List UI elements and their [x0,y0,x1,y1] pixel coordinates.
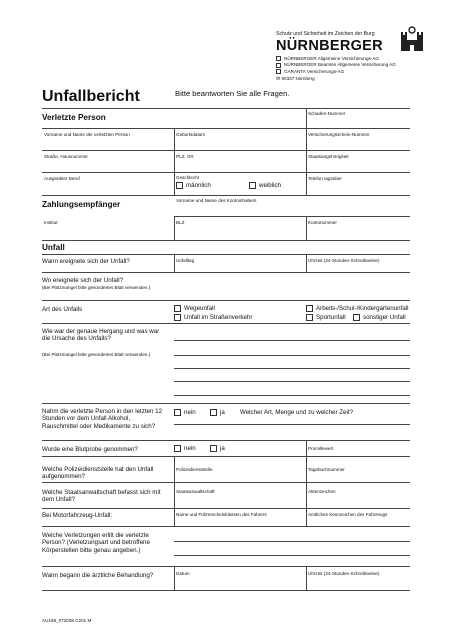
checkbox-blut-ja[interactable] [210,445,217,452]
checkbox-blut-nein[interactable] [174,445,181,452]
checkbox-maennlich[interactable] [176,182,183,189]
address: 90337 Nürnberg [281,76,315,82]
company-checkbox[interactable] [276,69,281,74]
field-schadennummer[interactable]: Schaden-Nummer [308,111,346,116]
checkbox-arbeit[interactable] [306,305,313,312]
field-geburtsdatum[interactable]: Geburtsdatum [176,132,206,137]
q-wo-note: (Bei Platzmangel bitte gesondertes Blatt verwenden.) [42,285,151,290]
q-welcher: Welcher Art, Menge und zu welcher Zeit? [240,409,354,416]
option-maennlich[interactable]: männlich [176,182,211,190]
q-behandlung: Wann begann die ärztliche Behandlung? [42,572,154,579]
q-polizei: Welche Polizeidienststelle hat den Unfall aufgenommen? [42,466,154,481]
option-blut-ja[interactable]: ja [210,445,225,453]
field-vsnr[interactable]: Versicherungsschein-Nummer [308,132,370,137]
checkbox-alkohol-nein[interactable] [174,409,181,416]
checkbox-sonstiger[interactable] [353,314,360,321]
option-sonstiger[interactable]: sonstiger Unfall [353,314,406,322]
option-weiblich[interactable]: weiblich [249,182,281,190]
field-plz[interactable]: PLZ, Ort [176,154,194,159]
section-accident: Unfall [42,243,65,252]
q-blut: Wurde eine Blutprobe genommen? [42,446,138,453]
field-strasse[interactable]: Straße, Hausnummer [44,154,88,159]
q-staatsanw: Welche Staatsanwaltschaft befasst sich mit dem Unfall? [42,489,161,504]
field-uhrzeit-behandlung[interactable]: Uhrzeit (24-Stunden-Schreibweise) [308,571,380,576]
company-3: GARANTA Versicherungs-AG [284,68,345,74]
q-alkohol: Nahm die verletzte Person in den letzten 12 Stunden vor dem Unfall Alkohol, Rauschmittel oder Medikamente zu sich? [42,408,163,430]
field-beruf[interactable]: Ausgeübter Beruf [44,176,80,181]
option-arbeit[interactable]: Arbeits-/Schul-/Kindergartenunfall [306,305,409,313]
checkbox-strassenverkehr[interactable] [174,314,181,321]
label-geschlecht: Geschlecht [176,175,199,180]
section-person: Verletzte Person [42,113,106,122]
field-kontoinhaber[interactable]: Vorname und Name des Kontoinhabers [176,198,257,203]
field-kontonummer[interactable]: Kontonummer [308,220,337,225]
option-strassenverkehr[interactable]: Unfall im Straßenverkehr [174,314,252,322]
company-list [276,56,396,83]
page-title: Unfallbericht [42,88,140,105]
checkbox-weiblich[interactable] [249,182,256,189]
q-wo: Wo ereignete sich der Unfall? [42,277,124,284]
brand-logo: NÜRNBERGER [276,38,383,54]
company-2: NÜRNBERGER Beamten Allgemeine Versicherung AG [284,62,396,68]
field-telefon[interactable]: Telefon tagsüber [308,176,342,181]
field-unfalltag[interactable]: Unfalltag [176,258,195,263]
checkbox-wegeunfall[interactable] [174,305,181,312]
field-datum[interactable]: Datum [176,571,190,576]
q-art: Art des Unfalls [42,306,83,313]
q-wann: Wann ereignete sich der Unfall? [42,258,130,265]
instruction: Bitte beantworten Sie alle Fragen. [175,89,290,98]
field-kennzeichen[interactable]: Amtliches Kennzeichen des Fahrzeugs [308,512,388,517]
field-institut[interactable]: Institut [44,220,58,225]
q-hergang-note: (Bei Platzmangel bitte gesondertes Blatt verwenden.) [42,352,151,357]
option-alkohol-ja[interactable]: ja [210,409,225,417]
option-alkohol-nein[interactable]: nein [174,409,196,417]
section-payee: Zahlungsempfänger [42,200,121,209]
q-hergang: Wie war der genaue Hergang und was war die Ursache des Unfalls? [42,328,160,343]
field-tagebuch[interactable]: Tagebuchnummer [308,467,345,472]
field-fahrer[interactable]: Name und Führerscheinklassen des Fahrers [176,512,267,517]
mail-icon: ✉ [276,76,281,83]
company-1: NÜRNBERGER Allgemeine Versicherungs-AG [284,56,379,61]
q-verletzungen: Welche Verletzungen erlitt die verletzte Person? (Verletzungsart und betroffene Körperstellen bitte genau angeben.) [42,532,150,554]
checkbox-alkohol-ja[interactable] [210,409,217,416]
field-blz[interactable]: BLZ [176,220,185,225]
field-uhrzeit[interactable]: Uhrzeit (24-Stunden-Schreibweise) [308,258,380,263]
field-staatsang[interactable]: Staatsangehörigkeit [308,154,349,159]
field-staatsanwaltschaft[interactable]: Staatsanwaltschaft [176,489,215,494]
q-kfz: Bei Motorfahrzeug-Unfall: [42,512,113,519]
option-blut-nein[interactable]: nein [174,445,196,453]
option-sport[interactable]: Sportunfall [306,314,346,322]
field-promille[interactable]: Promillewert [308,446,334,451]
field-name[interactable]: Vorname und Name der verletzten Person [44,132,130,137]
checkbox-sport[interactable] [306,314,313,321]
field-polizeidienststelle[interactable]: Polizeidienststelle [176,467,213,472]
footer-code: AU168_072008 C201 M [42,618,92,623]
company-checkbox[interactable] [276,63,281,68]
field-aktenzeichen[interactable]: Aktenzeichen [308,489,336,494]
company-checkbox[interactable] [276,56,281,61]
castle-logo-icon [397,25,427,55]
tagline: Schutz und Sicherheit im Zeichen der Burg [276,31,375,37]
option-wegeunfall[interactable]: Wegeunfall [174,305,215,313]
